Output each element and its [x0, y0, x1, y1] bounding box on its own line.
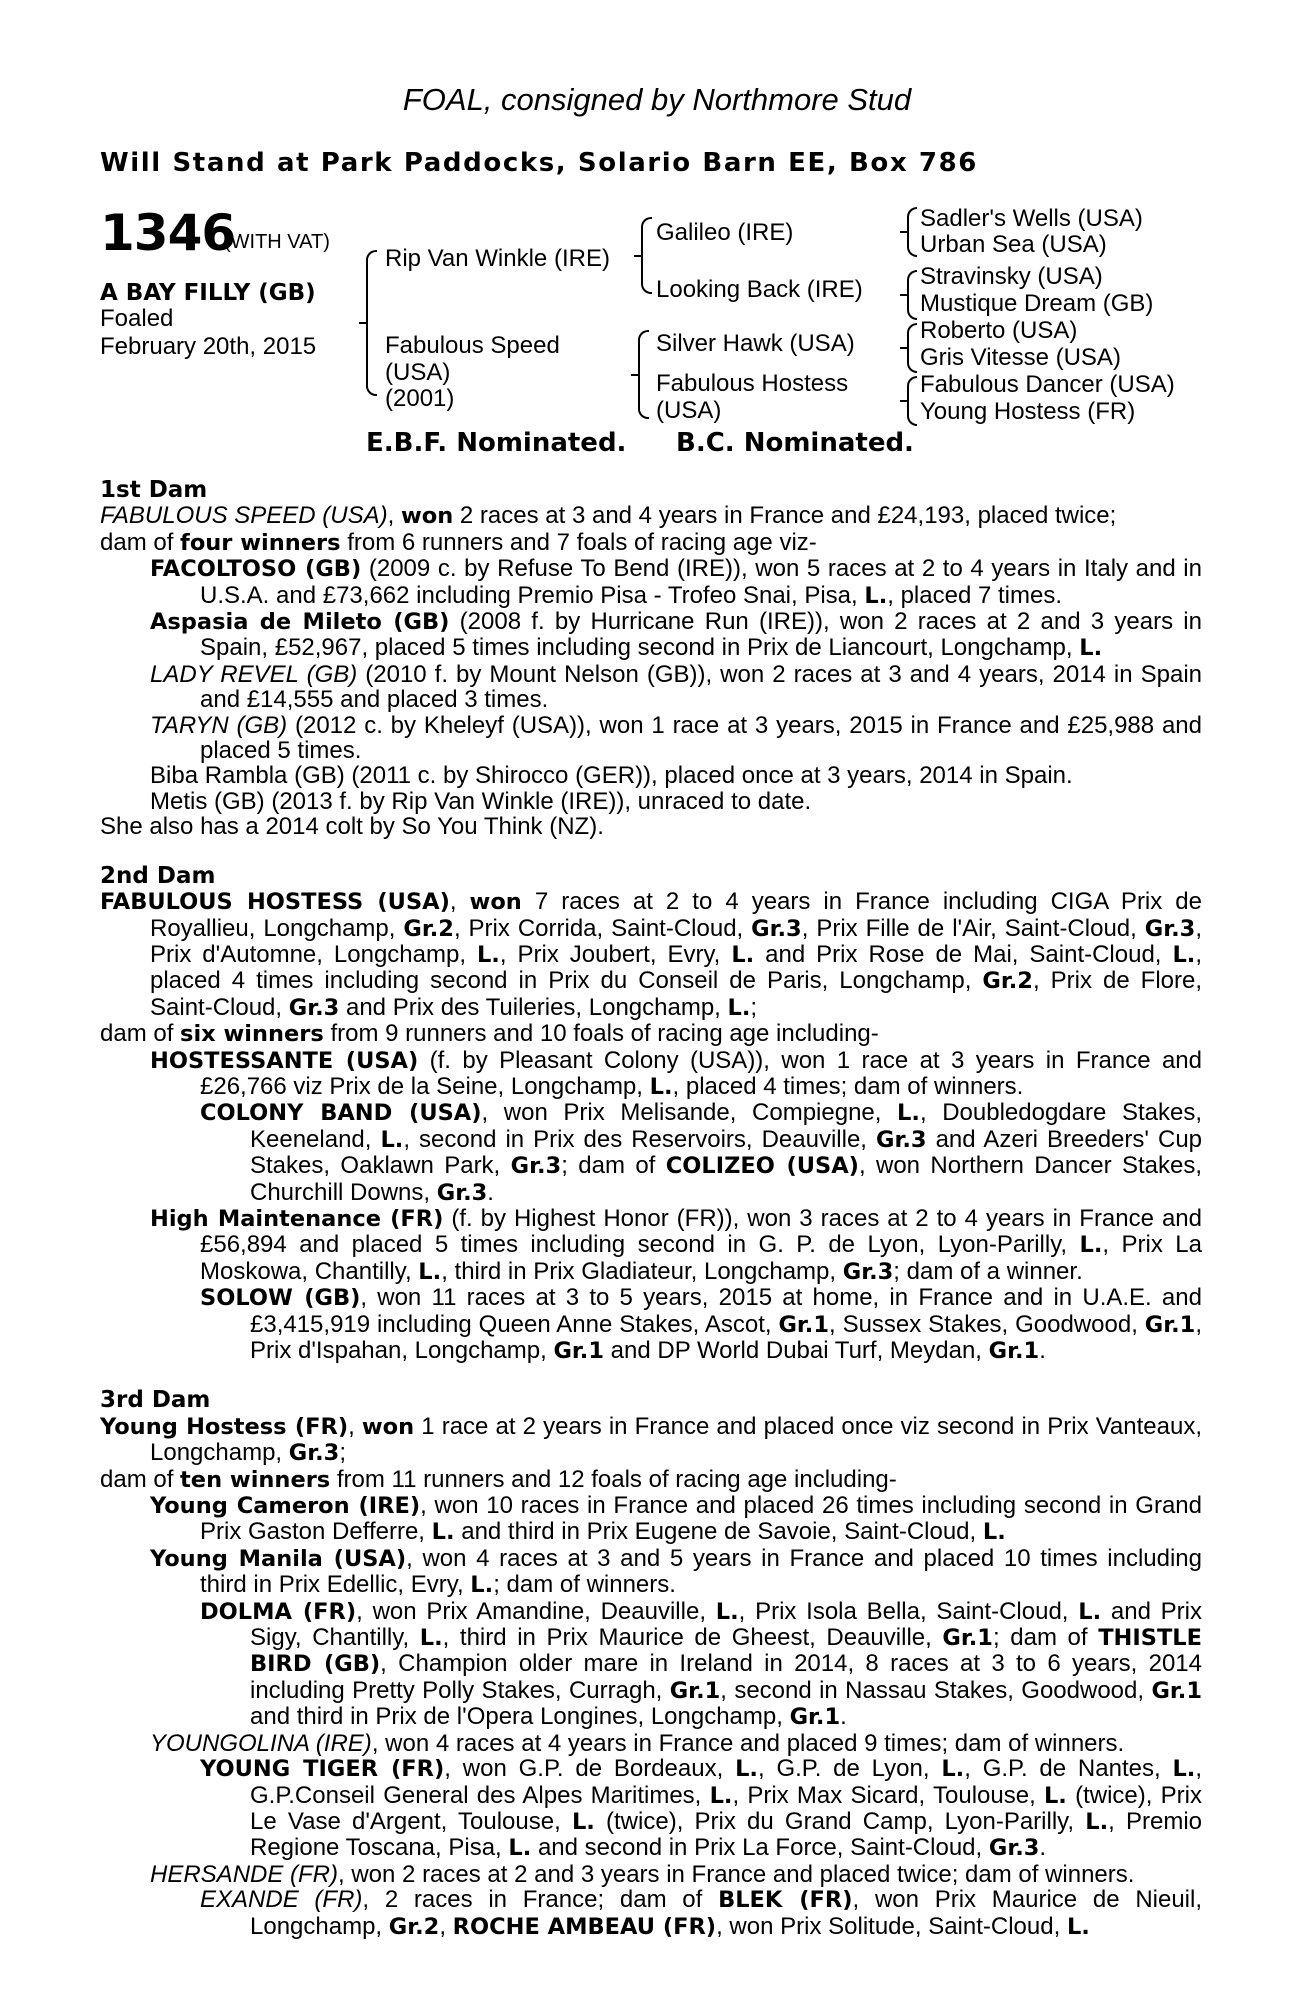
- foaled-date: February 20th, 2015: [100, 333, 317, 360]
- pedigree-ss-dam: Urban Sea (USA): [920, 231, 1107, 258]
- pedigree-sd-dam: Mustique Dream (GB): [920, 290, 1154, 317]
- page-title: FOAL, consigned by Northmore Stud: [402, 82, 912, 117]
- pedigree-ss-sire: Sadler's Wells (USA): [920, 205, 1143, 232]
- dam3-grandprogeny-2: YOUNG TIGER (FR), won G.P. de Bordeaux, L., G.P. de Lyon, L., G.P. de Nantes, L., G.P.Conseil General des Alpes Maritimes, L., Prix Max Sicard, Toulouse, L. (twice), Prix Le Vase d'Argent, Toulouse, L. (twice), Prix du Grand Camp, Lyon-Parilly, L., Premio Regione Toscana, Pisa, L. and second in Prix La Force, Saint-Cloud, Gr.3.: [200, 1755, 1203, 1862]
- dam1-note: She also has a 2014 colt by So You Think (NZ).: [100, 813, 604, 841]
- pedigree-dam-dam-l2: (USA): [656, 397, 722, 424]
- dam2-para-2: dam of six winners from 9 runners and 10 foals of racing age including-: [100, 1020, 879, 1048]
- pedigree-sire-sire: Galileo (IRE): [656, 219, 794, 246]
- section-title-3rd-dam: 3rd Dam: [100, 1387, 211, 1414]
- dam1-para-2: dam of four winners from 6 runners and 7 foals of racing age viz-: [100, 528, 817, 556]
- dam2-para-1: FABULOUS HOSTESS (USA), won 7 races at 2 to 4 years in France including CIGA Prix de Royallieu, Longchamp, Gr.2, Prix Corrida, Saint-Cloud, Gr.3, Prix Fille de l'Air, Saint-Cloud, Gr.3, Prix d'Automne, Longchamp, L., Prix Joubert, Evry, L. and Prix Rose de Mai, Saint-Cloud, L., placed 4 times including second in Prix du Conseil de Paris, Longchamp, Gr.2, Prix de Flore, Saint-Cloud, Gr.3 and Prix des Tuileries, Longchamp, L.;: [100, 888, 1203, 1021]
- pedigree-brace-gen3-1: [907, 207, 917, 257]
- section-title-2nd-dam: 2nd Dam: [100, 862, 216, 889]
- dam3-progeny-2: Young Manila (USA), won 4 races at 3 and 5 years in France and placed 10 times including third in Prix Edellic, Evry, L.; dam of winners.: [150, 1544, 1202, 1599]
- pedigree-dam-l2: (USA): [385, 359, 451, 386]
- dam2-progeny-1: HOSTESSANTE (USA) (f. by Pleasant Colony (USA)), won 1 race at 3 years in France and £26,766 viz Prix de la Seine, Longchamp, L., placed 4 times; dam of winners.: [150, 1046, 1202, 1100]
- dam3-grandprogeny-1: DOLMA (FR), won Prix Amandine, Deauville, L., Prix Isola Bella, Saint-Cloud, L. and Prix Sigy, Chantilly, L., third in Prix Maurice de Gheest, Deauville, Gr.1; dam of THISTLE BIRD (GB), Champion older mare in Ireland in 2014, 8 races at 3 to 6 years, 2014 including Pretty Polly Stakes, Curragh, Gr.1, second in Nassau Stakes, Goodwood, Gr.1 and third in Prix de l'Opera Longines, Longchamp, Gr.1.: [200, 1597, 1203, 1731]
- dam1-progeny-1: FACOLTOSO (GB) (2009 c. by Refuse To Bend (IRE)), won 5 races at 2 to 4 years in Italy and in U.S.A. and £73,662 including Premio Pisa - Trofeo Snai, Pisa, L., placed 7 times.: [150, 555, 1202, 609]
- pedigree-dam-l1: Fabulous Speed: [385, 332, 560, 359]
- lot-number: 1346: [100, 204, 236, 262]
- pedigree-brace-gen3-2: [907, 270, 917, 320]
- pedigree-brace-sire: [641, 217, 652, 294]
- dam2-progeny-2: High Maintenance (FR) (f. by Highest Honor (FR)), won 3 races at 2 to 4 years in France and £56,894 and placed 5 times including second in G. P. de Lyon, Lyon-Parilly, L., Prix La Moskowa, Chantilly, L., third in Prix Gladiateur, Longchamp, Gr.3; dam of a winner.: [150, 1204, 1202, 1285]
- dam-sections: [100, 478, 1202, 1940]
- ebf-nominated: E.B.F. Nominated.: [366, 428, 627, 458]
- pedigree-dd-dam: Young Hostess (FR): [920, 398, 1136, 425]
- dam1-progeny-4: TARYN (GB) (2012 c. by Kheleyf (USA)), won 1 race at 3 years, 2015 in France and £25,988 and placed 5 times.: [150, 711, 1202, 765]
- dam3-grandprogeny-3: EXANDE (FR), 2 races in France; dam of BLEK (FR), won Prix Maurice de Nieuil, Longchamp, Gr.2, ROCHE AMBEAU (FR), won Prix Solitude, Saint-Cloud, L.: [200, 1886, 1203, 1940]
- foaled-label: Foaled: [100, 305, 174, 332]
- lot-vat: (WITH VAT): [224, 231, 330, 253]
- dam2-grandprogeny-2: SOLOW (GB), won 11 races at 3 to 5 years, 2015 at home, in France and in U.A.E. and £3,415,919 including Queen Anne Stakes, Ascot, Gr.1, Sussex Stakes, Goodwood, Gr.1, Prix d'Ispahan, Longchamp, Gr.1 and DP World Dubai Turf, Meydan, Gr.1.: [200, 1284, 1202, 1364]
- pedigree-brace-gen1: [366, 250, 377, 396]
- pedigree-dd-sire: Fabulous Dancer (USA): [920, 371, 1175, 398]
- pedigree-dam-dam-l1: Fabulous Hostess: [656, 370, 849, 397]
- dam3-progeny-3: YOUNGOLINA (IRE), won 4 races at 4 years in France and placed 9 times; dam of winners.: [150, 1729, 1125, 1757]
- pedigree-sire-dam: Looking Back (IRE): [656, 276, 863, 303]
- dam1-progeny-3: LADY REVEL (GB) (2010 f. by Mount Nelson (GB)), won 2 races at 3 and 4 years, 2014 in Spain and £14,555 and placed 3 times.: [150, 660, 1202, 714]
- pedigree-ds-dam: Gris Vitesse (USA): [920, 344, 1121, 371]
- dam3-para-1: Young Hostess (FR), won 1 race at 2 years in France and placed once viz second in Prix Vanteaux, Longchamp, Gr.3;: [100, 1412, 1202, 1467]
- pedigree-sire: Rip Van Winkle (IRE): [385, 245, 610, 272]
- dam1-progeny-5: Biba Rambla (GB) (2011 c. by Shirocco (GER)), placed once at 3 years, 2014 in Spain.: [150, 762, 1073, 790]
- dam3-progeny-1: Young Cameron (IRE), won 10 races in France and placed 26 times including second in Grand Prix Gaston Defferre, L. and third in Prix Eugene de Savoie, Saint-Cloud, L.: [150, 1492, 1202, 1546]
- dam1-progeny-2: Aspasia de Mileto (GB) (2008 f. by Hurricane Run (IRE)), won 2 races at 2 and 3 years in Spain, £52,967, placed 5 times including second in Prix de Liancourt, Longchamp, L.: [150, 608, 1202, 662]
- bc-nominated: B.C. Nominated.: [676, 428, 914, 458]
- pedigree-brace-dam: [638, 330, 649, 419]
- lot-name: A BAY FILLY (GB): [100, 280, 316, 306]
- dam1-para-1: FABULOUS SPEED (USA), won 2 races at 3 and 4 years in France and £24,193, placed twice;: [100, 502, 1117, 530]
- pedigree-sd-sire: Stravinsky (USA): [920, 263, 1103, 290]
- pedigree-brace-gen3-3: [907, 323, 917, 373]
- dam3-progeny-4: HERSANDE (FR), won 2 races at 2 and 3 years in France and placed twice; dam of winners.: [150, 1860, 1135, 1888]
- dam2-grandprogeny-1: COLONY BAND (USA), won Prix Melisande, Compiegne, L., Doubledogdare Stakes, Keeneland, L., second in Prix des Reservoirs, Deauville, Gr.3 and Azeri Breeders' Cup Stakes, Oaklawn Park, Gr.3; dam of COLIZEO (USA), won Northern Dancer Stakes, Churchill Downs, Gr.3.: [200, 1099, 1203, 1206]
- pedigree-dam-sire: Silver Hawk (USA): [656, 330, 855, 357]
- pedigree-brace-gen3-4: [907, 376, 917, 426]
- dam1-progeny-6: Metis (GB) (2013 f. by Rip Van Winkle (IRE)), unraced to date.: [150, 787, 812, 815]
- pedigree-ds-sire: Roberto (USA): [920, 317, 1078, 344]
- pedigree-dam-l3: (2001): [385, 385, 455, 412]
- stand-location: Will Stand at Park Paddocks, Solario Barn EE, Box 786: [100, 148, 978, 178]
- dam3-para-2: dam of ten winners from 11 runners and 12 foals of racing age including-: [100, 1465, 897, 1493]
- section-title-1st-dam: 1st Dam: [100, 477, 208, 503]
